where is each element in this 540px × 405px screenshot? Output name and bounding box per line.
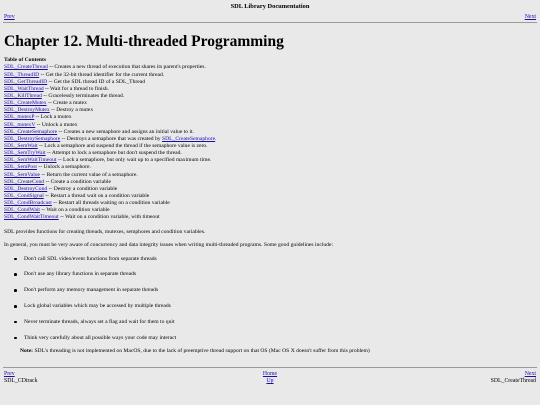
toc-link[interactable]: SDL_SemValue bbox=[4, 171, 41, 178]
toc-item bbox=[4, 200, 536, 207]
toc-link[interactable]: SDL_CreateSemaphore bbox=[4, 128, 58, 135]
toc-desc: -- Destroy a mutex bbox=[49, 107, 94, 114]
toc-desc: -- Unlock a semaphore. bbox=[36, 164, 91, 171]
guidelines-intro: In general, you must be very aware of concurrency and data integrity issues when writing multi-threaded programs. Some good guidelines include: bbox=[4, 241, 334, 248]
toc-link[interactable]: SDL_CreateMutex bbox=[4, 100, 47, 107]
toc-link[interactable]: SDL_CondBroadcast bbox=[4, 200, 52, 207]
toc-link[interactable]: SDL_SemPost bbox=[4, 164, 37, 171]
note-text: SDL's threading is not implemented on MacOS, due to the lack of preemptive thread support on that OS (Mac OS X doesn't suffer from this problem) bbox=[33, 348, 370, 355]
toc-item bbox=[4, 157, 536, 164]
guideline-item: Never terminate threads, always set a flag and wait for them to quit bbox=[12, 318, 536, 334]
toc-link[interactable]: SDL_KillThread bbox=[4, 93, 42, 100]
toc-link[interactable]: SDL_CondWaitTimeout bbox=[4, 214, 59, 221]
toc-link[interactable]: SDL_SemTryWait bbox=[4, 150, 46, 157]
next-page-title: SDL_CreateThread bbox=[490, 378, 536, 384]
toc-item bbox=[4, 143, 536, 150]
navigation-footer bbox=[4, 371, 536, 385]
guideline-item: Don't perform any memory management in separate threads bbox=[12, 286, 536, 302]
navigation-header bbox=[4, 3, 536, 21]
toc-desc: -- Wait for a thread to finish. bbox=[43, 85, 109, 92]
toc-link[interactable]: SDL_CondWait bbox=[4, 207, 40, 214]
toc-desc: -- Destroys a semaphore that was created by bbox=[60, 135, 162, 142]
toc-desc: -- Get the SDL thread ID of a SDL_Thread bbox=[47, 78, 145, 85]
toc-desc: -- Gracelessly terminates the thread. bbox=[41, 93, 125, 100]
toc-item bbox=[4, 172, 536, 179]
toc-link[interactable]: SDL_mutexP bbox=[4, 114, 35, 121]
footer-next-link[interactable]: Next bbox=[524, 371, 536, 377]
main-content bbox=[4, 33, 536, 355]
toc-item bbox=[4, 100, 536, 107]
toc-item bbox=[4, 86, 536, 93]
footer-divider bbox=[3, 367, 537, 368]
toc-desc: -- Creates a new semaphore and assigns an initial value to it. bbox=[57, 128, 194, 135]
guideline-item: Don't use any library functions in separate threads bbox=[12, 270, 536, 286]
toc-desc: -- Lock a semaphore and suspend the thread if the semaphore value is zero. bbox=[37, 143, 208, 150]
toc-item bbox=[4, 207, 536, 214]
note bbox=[20, 348, 536, 355]
chapter-title: Chapter 12. Multi-threaded Programming bbox=[4, 33, 284, 50]
toc-desc: -- Creates a new thread of execution that shares its parent's properties. bbox=[47, 64, 206, 71]
toc-link[interactable]: SDL_ThreadID bbox=[4, 71, 40, 78]
toc-link[interactable]: SDL_CreateCond bbox=[4, 178, 45, 185]
toc-desc: -- Lock a semaphore, but only wait up to a specified maximum time. bbox=[56, 157, 212, 164]
toc-link[interactable]: SDL_GetThreadID bbox=[4, 78, 48, 85]
footer-prev-link[interactable]: Prev bbox=[4, 371, 15, 377]
intro-paragraph: SDL provides functions for creating threads, mutexes, semphores and condition variables. bbox=[4, 228, 206, 235]
toc-desc: -- Return the current value of a semaphore. bbox=[40, 171, 138, 178]
toc-item bbox=[4, 136, 536, 143]
header-divider bbox=[3, 22, 537, 23]
toc-desc: -- Get the 32-bit thread identifier for the current thread. bbox=[39, 71, 165, 78]
toc-desc: -- Create a mutex bbox=[46, 100, 87, 107]
toc-link[interactable]: SDL_CondSignal bbox=[4, 193, 44, 200]
toc-desc: -- Create a condition variable bbox=[44, 178, 112, 185]
toc-item bbox=[4, 64, 536, 71]
guideline-item: Lock global variables which may be accessed by multiple threads bbox=[12, 302, 536, 318]
toc-link[interactable]: SDL_SemWaitTimeout bbox=[4, 157, 57, 164]
home-link[interactable]: Home bbox=[262, 371, 278, 377]
next-link[interactable]: Next bbox=[524, 14, 536, 20]
toc-desc: -- Unlock a mutex bbox=[35, 121, 78, 128]
note-label: Note: bbox=[20, 348, 34, 355]
toc-item bbox=[4, 114, 536, 121]
toc-link[interactable]: SDL_SemWait bbox=[4, 143, 38, 150]
toc-item bbox=[4, 164, 536, 171]
toc-item bbox=[4, 79, 536, 86]
toc-item bbox=[4, 122, 536, 129]
toc-desc: -- Restart a thread wait on a condition variable bbox=[43, 193, 150, 200]
toc-desc: -- Destroy a condition variable bbox=[47, 185, 118, 192]
toc-link[interactable]: SDL_DestroySemaphore bbox=[4, 135, 61, 142]
toc-desc: -- Attempt to lock a semaphore but don't suspend the thread. bbox=[45, 150, 182, 157]
prev-page-title: SDL_CDtrack bbox=[4, 378, 38, 384]
toc-link[interactable]: SDL_WaitThread bbox=[4, 85, 44, 92]
guideline-item: Don't call SDL video/event functions from separate threads bbox=[12, 255, 536, 271]
guidelines-list bbox=[12, 255, 536, 350]
toc-item bbox=[4, 93, 536, 100]
guideline-item: Think very carefully about all possible ways your code may interact bbox=[12, 334, 536, 350]
toc-link[interactable]: SDL_mutexV bbox=[4, 121, 36, 128]
toc-inline-link[interactable]: SDL_CreateSemaphore bbox=[162, 135, 216, 142]
toc-desc-tail: . bbox=[215, 135, 217, 142]
toc-item bbox=[4, 186, 536, 193]
toc-desc: -- Wait on a condition variable, with timeout bbox=[58, 214, 160, 221]
toc-link[interactable]: SDL_CreateThread bbox=[4, 64, 48, 71]
toc-link[interactable]: SDL_DestroyMutex bbox=[4, 107, 50, 114]
toc-item bbox=[4, 72, 536, 79]
toc-heading: Table of Contents bbox=[4, 57, 47, 63]
toc-desc: -- Lock a mutex bbox=[34, 114, 72, 121]
toc-item bbox=[4, 129, 536, 136]
toc-desc: -- Restart all threads waiting on a condition variable bbox=[51, 200, 170, 207]
toc-link[interactable]: SDL_DestroyCond bbox=[4, 185, 48, 192]
toc-item bbox=[4, 179, 536, 186]
toc-item bbox=[4, 214, 536, 221]
prev-link[interactable]: Prev bbox=[4, 14, 15, 20]
toc-list bbox=[4, 64, 536, 221]
toc-desc: -- Wait on a condition variable bbox=[39, 207, 110, 214]
toc-item bbox=[4, 193, 536, 200]
up-link[interactable]: Up bbox=[266, 378, 274, 384]
doc-title: SDL Library Documentation bbox=[230, 3, 310, 10]
toc-item bbox=[4, 107, 536, 114]
